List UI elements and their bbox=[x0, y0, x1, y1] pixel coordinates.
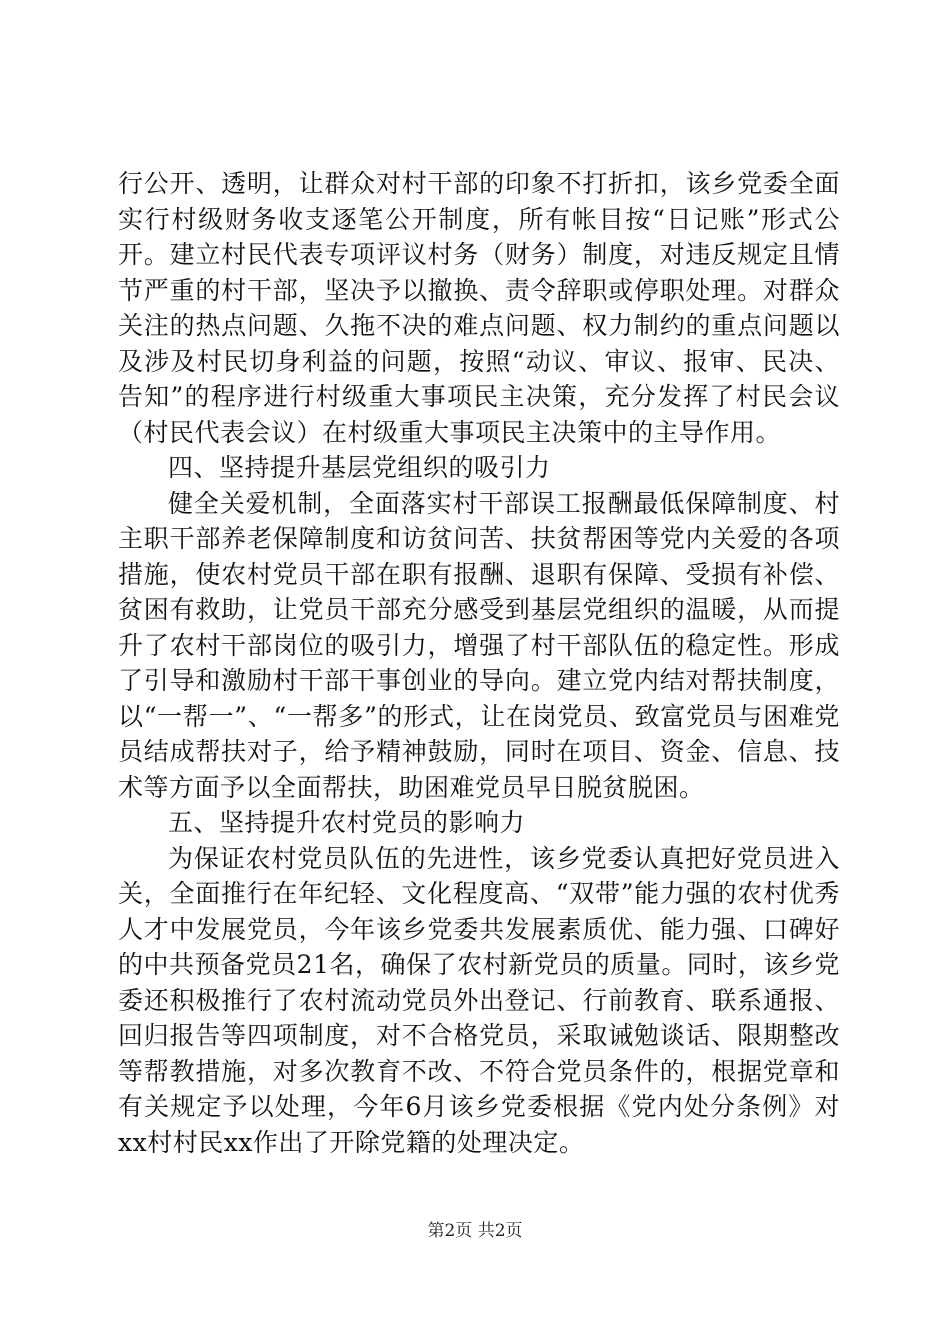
section-heading-five: 五、坚持提升农村党员的影响力 bbox=[168, 808, 526, 837]
document-body bbox=[118, 166, 840, 1160]
paragraph-section-five: 为保证农村党员队伍的先进性，该乡党委认真把好党员进入关，全面推行在年纪轻、文化程度高、“双带”能力强的农村优秀人才中发展党员，今年该乡党委共发展素质优、能力强、口碑好的中共预备党员21名，确保了农村新党员的质量。同时，该乡党委还积极推行了农村流动党员外出登记、行前教育、联系通报、回归报告等四项制度，对不合格党员，采取诫勉谈话、限期整改等帮教措施，对多次教育不改、不符合党员条件的，根据党章和有关规定予以处理，今年6月该乡党委根据《党内处分条例》对xx村村民xx作出了开除党籍的处理决定。 bbox=[118, 843, 840, 1157]
page-number-footer: 第2页 共2页 bbox=[427, 1221, 523, 1241]
paragraph-section-four: 健全关爱机制，全面落实村干部误工报酬最低保障制度、村主职干部养老保障制度和访贫问苦、扶贫帮困等党内关爱的各项措施，使农村党员干部在职有报酬、退职有保障、受损有补偿、贫困有救助，让党员干部充分感受到基层党组织的温暖，从而提升了农村干部岗位的吸引力，增强了村干部队伍的稳定性。形成了引导和激励村干部干事创业的导向。建立党内结对帮扶制度，以“一帮一”、“一帮多”的形式，让在岗党员、致富党员与困难党员结成帮扶对子，给予精神鼓励，同时在项目、资金、信息、技术等方面予以全面帮扶，助困难党员早日脱贫脱困。 bbox=[118, 488, 840, 802]
section-heading-four: 四、坚持提升基层党组织的吸引力 bbox=[168, 453, 551, 482]
paragraph-continued: 行公开、透明，让群众对村干部的印象不打折扣，该乡党委全面实行村级财务收支逐笔公开制度，所有帐目按“日记账”形式公开。建立村民代表专项评议村务（财务）制度，对违反规定且情节严重的村干部，坚决予以撤换、责令辞职或停职处理。对群众关注的热点问题、久拖不决的难点问题、权力制约的重点问题以及涉及村民切身利益的问题，按照“动议、审议、报审、民决、告知”的程序进行村级重大事项民主决策，充分发挥了村民会议（村民代表会议）在村级重大事项民主决策中的主导作用。 bbox=[118, 169, 840, 447]
